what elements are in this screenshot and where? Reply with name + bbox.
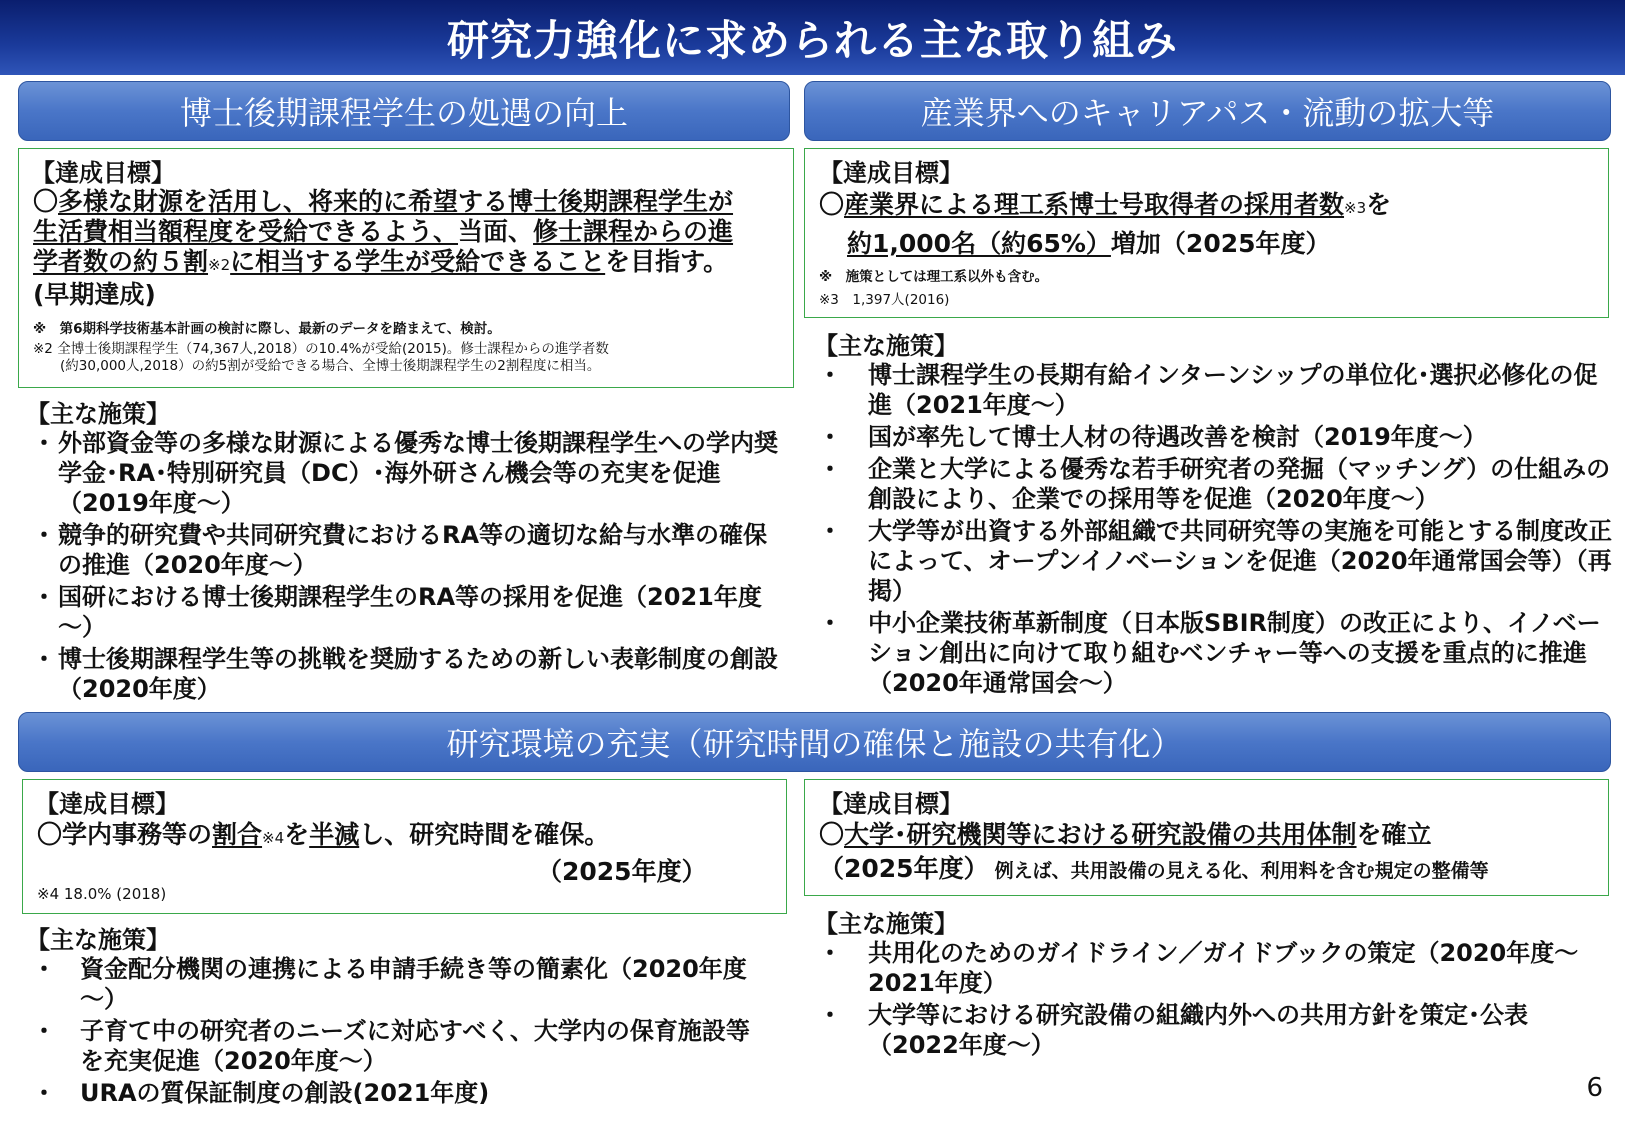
goal-box-phd-treatment	[18, 148, 794, 388]
goal-year: （2025年度）	[537, 857, 707, 886]
goal-underlined-1: 多様な財源を活用し、将来的に希望する博士後期課程学生が生活費相当額程度を受給できるよう、	[33, 187, 734, 246]
measure-item: ・ 企業と大学による優秀な若手研究者の発掘（マッチング）の仕組みの創設により、企業での採用等を促進（2020年度～）	[818, 455, 1611, 513]
title-bar	[0, 0, 1625, 75]
page-number: 6	[1586, 1073, 1603, 1103]
page-title: 研究力強化に求められる主な取り組み	[446, 15, 1178, 65]
goal-plain-2: を	[1366, 190, 1392, 219]
measure-item: ・ 博士後期課程学生等の挑戦を奨励するための新しい表彰制度の創設（2020年度）	[32, 645, 778, 703]
measures-label: 【主な施策】	[26, 400, 170, 428]
measure-item: ・ 外部資金等の多様な財源による優秀な博士後期課程学生への学内奨学金･RA･特別研究員（DC）･海外研さん機会等の充実を促進（2019年度～）	[32, 429, 778, 517]
measure-item: ・ 競争的研究費や共同研究費におけるRA等の適切な給与水準の確保の推進（2020年度～）	[32, 521, 768, 579]
measure-item: ・ 中小企業技術革新制度（日本版SBIR制度）の改正により、イノベーション創出に向けて取り組むベンチャー等への支援を重点的に推進（2020年通常国会～）	[818, 609, 1601, 697]
goal-label: 【達成目標】	[35, 790, 179, 818]
goal-plain-5: し、研究時間を確保。	[359, 820, 610, 849]
goal-label: 【達成目標】	[31, 159, 175, 187]
goal-text	[37, 818, 767, 889]
measure-item: ・ 博士課程学生の長期有給インターンシップの単位化･選択必修化の促進（2021年度～）	[818, 361, 1598, 419]
goal-text	[819, 818, 1599, 888]
note: ※ 第6期科学技術基本計画の検討に際し、最新のデータを踏まえて、検討。	[33, 321, 501, 337]
footnote-ref: ※3	[1344, 199, 1367, 217]
measure-item: ・ 大学等における研究設備の組織内外への共用方針を策定･公表（2022年度～）	[818, 1001, 1528, 1059]
goal-plain-5: を目指す。(早期達成)	[33, 247, 729, 309]
measure-item: ・ 国が率先して博士人材の待遇改善を検討（2019年度～）	[818, 423, 1487, 451]
section-header-career-path: 産業界へのキャリアパス・流動の拡大等	[804, 81, 1611, 141]
note: (約30,000人,2018）の約5割が受給できる場合、全博士後期課程学生の2割程度に相当。	[33, 358, 601, 374]
measure-item: ・ 子育て中の研究者のニーズに対応すべく、大学内の保育施設等を充実促進（2020年度～）	[32, 1017, 750, 1075]
measure-item: ・ 国研における博士後期課程学生のRA等の採用を促進（2021年度～）	[32, 583, 762, 641]
measures-list-career-path	[818, 360, 1613, 700]
note: ※ 施策としては理工系以外も含む。	[819, 269, 1049, 285]
circle-mark: 〇	[819, 190, 845, 219]
note: ※2 全博士後期課程学生（74,367人,2018）の10.4%が受給(2015)。修士課程からの進学者数	[33, 341, 609, 357]
measure-item: ・ 資金配分機関の連携による申請手続き等の簡素化（2020年度～）	[32, 955, 747, 1013]
goal-underlined-4: 半減	[309, 820, 360, 849]
section-header-research-environment: 研究環境の充実（研究時間の確保と施設の共有化）	[18, 712, 1611, 772]
measures-label: 【主な施策】	[814, 332, 958, 360]
goal-plain-1: 学内事務等の	[62, 820, 213, 849]
circle-mark: 〇	[819, 820, 845, 849]
goal-plain-4: 増加（2025年度）	[1110, 229, 1331, 258]
goal-label: 【達成目標】	[819, 159, 963, 187]
goal-box-research-time	[22, 779, 787, 914]
goal-text	[819, 187, 1579, 262]
goal-underlined-2: 割合	[212, 820, 263, 849]
measures-list-phd-treatment	[32, 428, 782, 706]
goal-plain-2: 当面、	[458, 217, 534, 246]
measure-item: ・ URAの質保証制度の創設(2021年度)	[32, 1079, 490, 1107]
measures-list-research-time	[32, 954, 772, 1110]
goal-label: 【達成目標】	[819, 790, 963, 818]
goal-underlined-1: 産業界による理工系博士号取得者の採用者数	[844, 190, 1345, 219]
goal-example: 例えば、共用設備の見える化、利用料を含む規定の整備等	[994, 860, 1489, 882]
goal-plain-2: を確立	[1356, 820, 1432, 849]
measures-list-shared-facilities	[818, 938, 1608, 1062]
footnote-ref: ※2	[208, 256, 231, 274]
goal-year: （2025年度）	[819, 854, 989, 883]
goal-underlined-1: 大学･研究機関等における研究設備の共用体制	[844, 820, 1357, 849]
goal-plain-3: を	[284, 820, 310, 849]
circle-mark: 〇	[37, 820, 63, 849]
circle-mark: 〇	[33, 187, 59, 216]
section-header-phd-treatment: 博士後期課程学生の処遇の向上	[18, 81, 790, 141]
goal-box-shared-facilities	[804, 779, 1609, 896]
goal-underlined-3: 約1,000名（約65%）	[847, 229, 1111, 258]
goal-underlined-4: に相当する学生が受給できること	[230, 247, 606, 276]
goal-box-career-path	[804, 148, 1609, 318]
measures-label: 【主な施策】	[26, 926, 170, 954]
note: ※4 18.0% (2018)	[37, 885, 167, 903]
goal-underlined-3: 修士課程からの進学者数の約５割	[33, 217, 734, 276]
footnote-ref: ※4	[262, 829, 285, 847]
note: ※3 1,397人(2016)	[819, 292, 950, 308]
measure-item: ・ 共用化のためのガイドライン／ガイドブックの策定（2020年度～2021年度）	[818, 939, 1579, 997]
goal-text	[33, 187, 753, 310]
measure-item: ・ 大学等が出資する外部組織で共同研究等の実施を可能とする制度改正によって、オープンイノベーションを促進（2020年通常国会等）（再掲）	[818, 517, 1612, 605]
measures-label: 【主な施策】	[814, 910, 958, 938]
